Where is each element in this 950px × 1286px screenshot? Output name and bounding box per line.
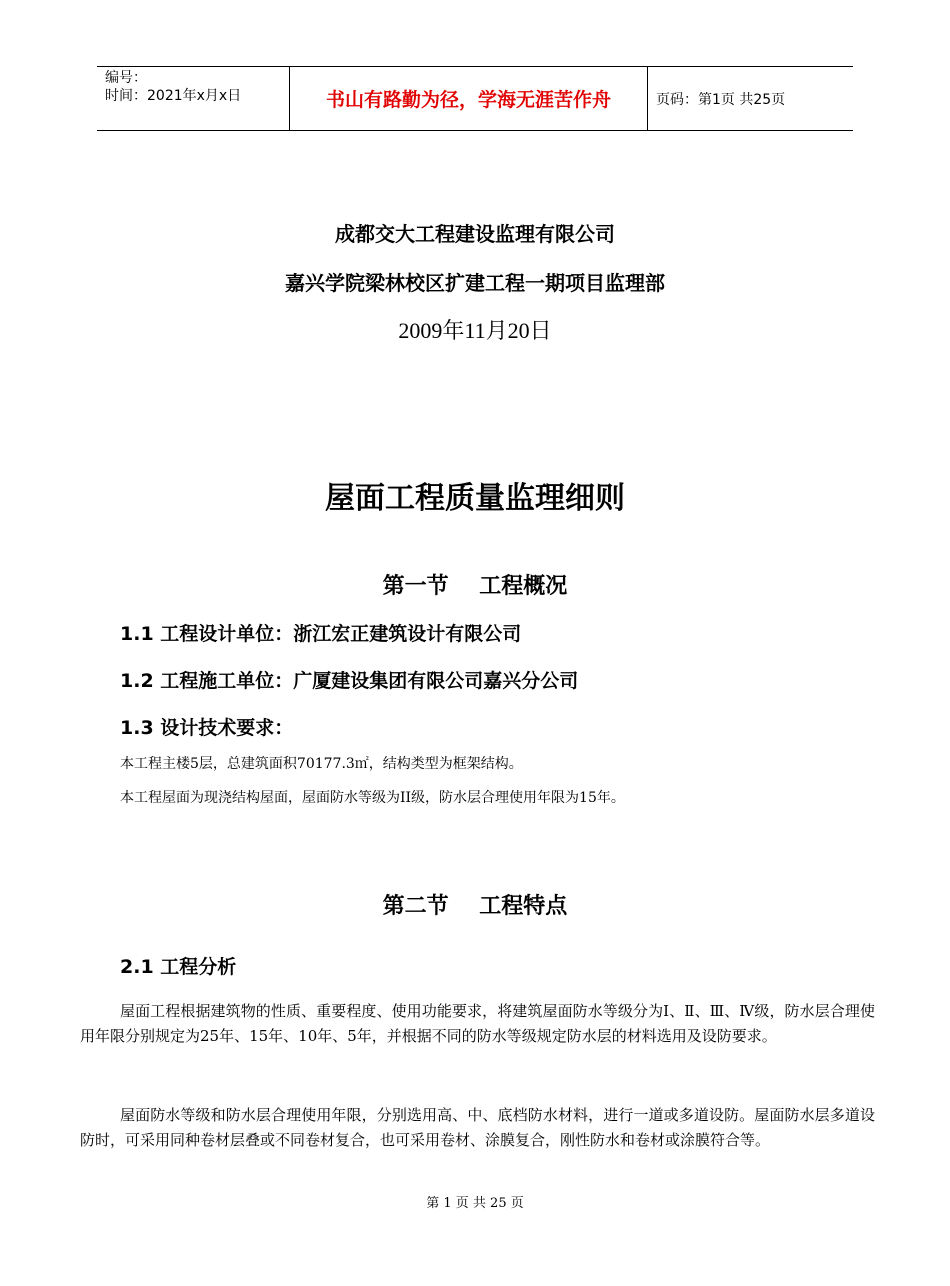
- section-1-text-2: 本工程屋面为现浇结构屋面，屋面防水等级为II级，防水层合理使用年限为15年。: [120, 790, 625, 806]
- section-2-paragraph-1: 屋面工程根据建筑物的性质、重要程度、使用功能要求，将建筑屋面防水等级分为Ⅰ、Ⅱ、Ⅲ、Ⅳ级，防水层合理使用年限分别规定为25年、15年、10年、5年，并根据不同的防水等级规定防水层的材料选用及设防要求。: [80, 1002, 875, 1045]
- document-date: 2009年11月20日: [398, 318, 552, 343]
- section-2-item-1: 2.1 工程分析: [120, 956, 237, 978]
- document-number: 编号：: [105, 70, 147, 86]
- page-footer: 第 1 页 共 25 页: [426, 1196, 524, 1211]
- section-1-text-1: 本工程主楼5层，总建筑面积70177.3㎡，结构类型为框架结构。: [120, 756, 523, 772]
- header-page-number: 页码：第1页 共25页: [656, 91, 786, 108]
- section-2-heading: 第二节 工程特点: [382, 894, 568, 919]
- header-motto: 书山有路勤为径，学海无涯苦作舟: [289, 67, 648, 130]
- department-name: 嘉兴学院梁林校区扩建工程一期项目监理部: [285, 271, 665, 295]
- section-1-item-2: 1.2 工程施工单位：广厦建设集团有限公司嘉兴分公司: [120, 670, 579, 692]
- document-time: 时间：2021年x月x日: [105, 88, 242, 104]
- company-name: 成都交大工程建设监理有限公司: [335, 222, 615, 246]
- document-title: 屋面工程质量监理细则: [325, 481, 625, 516]
- section-2-paragraph-2: 屋面防水等级和防水层合理使用年限，分别选用高、中、底档防水材料，进行一道或多道设防。屋面防水层多道设防时，可采用同种卷材层叠或不同卷材复合，也可采用卷材、涂膜复合，刚性防水和卷材或涂膜符合等。: [80, 1106, 875, 1149]
- header-table: [97, 66, 853, 131]
- section-1-heading: 第一节 工程概况: [382, 574, 568, 599]
- section-1-item-1: 1.1 工程设计单位：浙江宏正建筑设计有限公司: [120, 623, 522, 645]
- section-1-item-3: 1.3 设计技术要求：: [120, 717, 294, 739]
- header-meta: [97, 67, 289, 130]
